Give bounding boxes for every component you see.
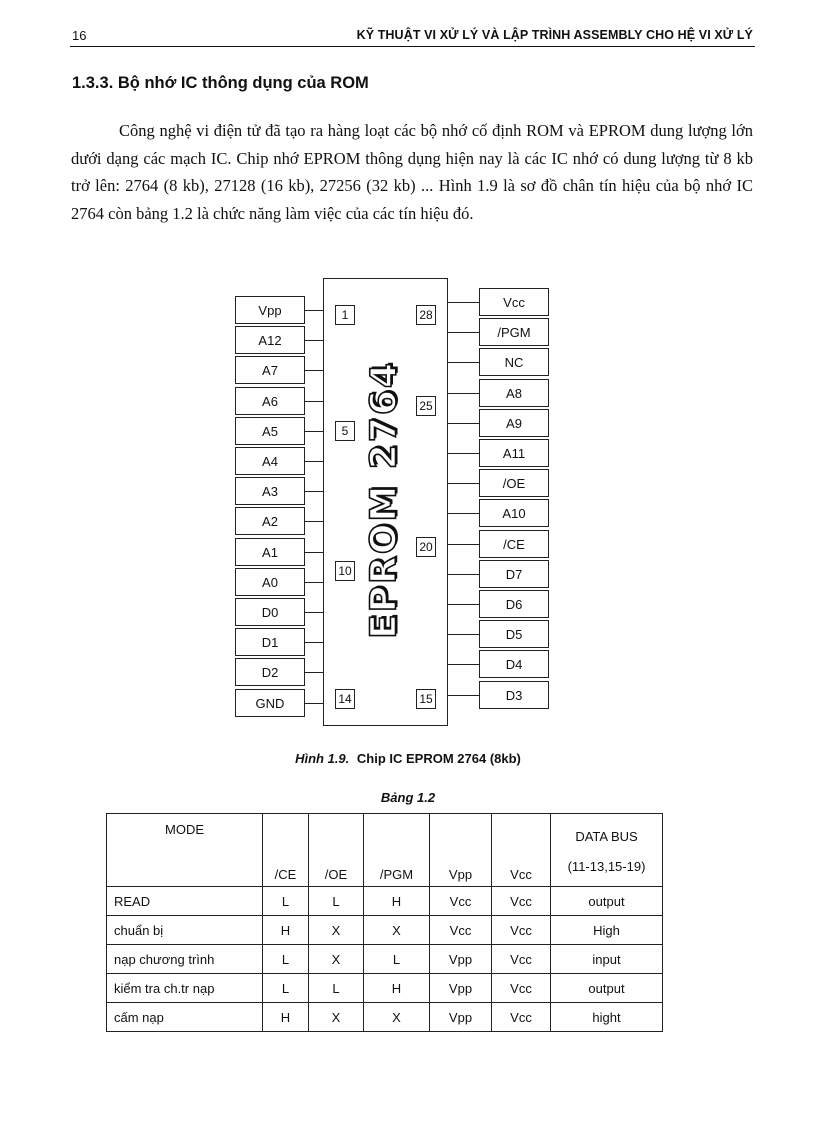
right-pin-label: D6 — [479, 590, 549, 618]
header-ce: /CE — [263, 814, 309, 887]
pin-wire — [305, 672, 323, 673]
left-pin-label: A1 — [235, 538, 305, 566]
value-cell: output — [551, 887, 663, 916]
body-paragraph: Công nghệ vi điện tử đã tạo ra hàng loạt các bộ nhớ cố định ROM và EPROM dung lượng lớn dưới dạng các mạch IC. Chip nhớ EPROM thông dụng hiện nay là các IC nhớ có dung lượng từ 8 kb trở lên: 2764 (8 kb), 27128 (16 kb), 27256 (32 kb) ... Hình 1.9 là sơ đồ chân tín hiệu của bộ nhớ IC 2764 còn bảng 1.2 là chức năng làm việc của các tín hiệu đó. — [71, 121, 753, 223]
table-row — [107, 974, 663, 1003]
mode-cell: cấm nạp — [107, 1003, 263, 1032]
value-cell: High — [551, 916, 663, 945]
pin-number-20: 20 — [416, 537, 436, 557]
value-cell: X — [364, 916, 430, 945]
pin-wire — [448, 423, 479, 424]
header-oe: /OE — [309, 814, 364, 887]
value-cell: Vpp — [430, 974, 492, 1003]
book-title: KỸ THUẬT VI XỬ LÝ VÀ LẬP TRÌNH ASSEMBLY CHO HỆ VI XỬ LÝ — [356, 28, 753, 42]
figure-caption — [0, 751, 816, 766]
right-pin-label: /OE — [479, 469, 549, 497]
right-pin-label: A8 — [479, 379, 549, 407]
pin-wire — [305, 552, 323, 553]
pin-wire — [305, 703, 323, 704]
left-pin-label: A5 — [235, 417, 305, 445]
pin-wire — [305, 521, 323, 522]
value-cell: Vcc — [430, 916, 492, 945]
table-title: Bảng 1.2 — [380, 790, 436, 805]
caption-label: Hình 1.9. — [295, 751, 350, 766]
value-cell: X — [309, 945, 364, 974]
left-pin-label: A0 — [235, 568, 305, 596]
left-pin-label: Vpp — [235, 296, 305, 324]
left-pin-label: D1 — [235, 628, 305, 656]
pin-wire — [305, 491, 323, 492]
header-vpp: Vpp — [430, 814, 492, 887]
value-cell: Vcc — [492, 974, 551, 1003]
value-cell: Vpp — [430, 1003, 492, 1032]
right-pin-label: D5 — [479, 620, 549, 648]
pin-wire — [448, 332, 479, 333]
value-cell: Vcc — [430, 887, 492, 916]
value-cell: input — [551, 945, 663, 974]
value-cell: output — [551, 974, 663, 1003]
pin-wire — [305, 612, 323, 613]
value-cell: H — [263, 1003, 309, 1032]
header-mode: MODE — [107, 814, 263, 887]
pin-wire — [448, 393, 479, 394]
value-cell: H — [364, 887, 430, 916]
left-pin-label: A4 — [235, 447, 305, 475]
page-number: 16 — [72, 28, 87, 43]
left-pin-label: D2 — [235, 658, 305, 686]
value-cell: hight — [551, 1003, 663, 1032]
pin-wire — [448, 483, 479, 484]
pin-number-14: 14 — [335, 689, 355, 709]
pin-number-28: 28 — [416, 305, 436, 325]
pin-wire — [305, 401, 323, 402]
table-row — [107, 916, 663, 945]
pin-wire — [448, 574, 479, 575]
header-databus-line2: (11-13,15-19) — [567, 859, 646, 874]
left-pin-label: D0 — [235, 598, 305, 626]
value-cell: H — [263, 916, 309, 945]
value-cell: Vcc — [492, 916, 551, 945]
value-cell: Vcc — [492, 945, 551, 974]
mode-cell: chuẩn bị — [107, 916, 263, 945]
value-cell: Vcc — [492, 887, 551, 916]
value-cell: L — [309, 887, 364, 916]
right-pin-label: D3 — [479, 681, 549, 709]
right-pin-label: A10 — [479, 499, 549, 527]
pin-number-10: 10 — [335, 561, 355, 581]
pin-number-15: 15 — [416, 689, 436, 709]
right-pin-label: A11 — [479, 439, 549, 467]
table-row — [107, 1003, 663, 1032]
value-cell: L — [263, 974, 309, 1003]
value-cell: X — [364, 1003, 430, 1032]
pin-number-1: 1 — [335, 305, 355, 325]
value-cell: L — [263, 945, 309, 974]
table-row — [107, 945, 663, 974]
pin-wire — [448, 513, 479, 514]
caption-text: Chip IC EPROM 2764 (8kb) — [356, 751, 521, 766]
page-header — [70, 26, 755, 47]
right-pin-label: Vcc — [479, 288, 549, 316]
value-cell: L — [263, 887, 309, 916]
right-pin-label: A9 — [479, 409, 549, 437]
left-pin-label: A6 — [235, 387, 305, 415]
left-pin-label: GND — [235, 689, 305, 717]
chip-name: EPROM 2764 — [363, 361, 405, 639]
section-title: 1.3.3. Bộ nhớ IC thông dụng của ROM — [72, 74, 369, 92]
header-vcc: Vcc — [492, 814, 551, 887]
pin-wire — [448, 362, 479, 363]
header-databus — [551, 814, 663, 887]
pin-wire — [448, 634, 479, 635]
value-cell: H — [364, 974, 430, 1003]
left-pin-label: A2 — [235, 507, 305, 535]
pin-wire — [305, 461, 323, 462]
left-pin-label: A12 — [235, 326, 305, 354]
mode-table — [106, 813, 663, 1032]
value-cell: L — [364, 945, 430, 974]
table-header-row — [107, 814, 663, 887]
pin-wire — [448, 544, 479, 545]
right-pin-label: D7 — [479, 560, 549, 588]
pin-wire — [305, 370, 323, 371]
right-pin-label: D4 — [479, 650, 549, 678]
pin-wire — [305, 431, 323, 432]
value-cell: X — [309, 1003, 364, 1032]
header-databus-line1: DATA BUS — [575, 829, 638, 844]
table-row — [107, 887, 663, 916]
pin-wire — [448, 695, 479, 696]
header-pgm: /PGM — [364, 814, 430, 887]
value-cell: Vcc — [492, 1003, 551, 1032]
pin-number-25: 25 — [416, 396, 436, 416]
value-cell: X — [309, 916, 364, 945]
mode-cell: READ — [107, 887, 263, 916]
table-body — [107, 887, 663, 1032]
pin-wire — [305, 340, 323, 341]
value-cell: L — [309, 974, 364, 1003]
mode-cell: nạp chương trình — [107, 945, 263, 974]
value-cell: Vpp — [430, 945, 492, 974]
right-pin-label: /PGM — [479, 318, 549, 346]
pin-wire — [305, 642, 323, 643]
right-pin-label: NC — [479, 348, 549, 376]
pin-number-5: 5 — [335, 421, 355, 441]
pin-wire — [448, 664, 479, 665]
pin-wire — [448, 302, 479, 303]
pin-wire — [448, 453, 479, 454]
pin-wire — [305, 582, 323, 583]
right-pin-label: /CE — [479, 530, 549, 558]
pin-wire — [448, 604, 479, 605]
left-pin-label: A7 — [235, 356, 305, 384]
pin-wire — [305, 310, 323, 311]
left-pin-label: A3 — [235, 477, 305, 505]
mode-cell: kiểm tra ch.tr nạp — [107, 974, 263, 1003]
